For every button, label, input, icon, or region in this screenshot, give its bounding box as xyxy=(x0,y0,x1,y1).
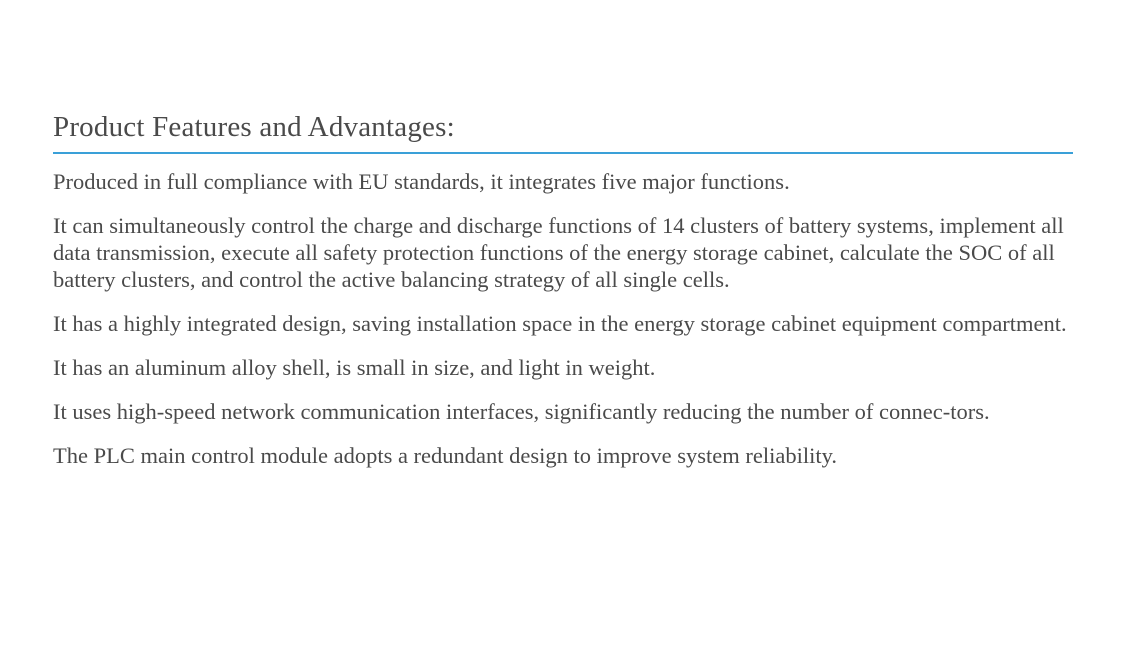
feature-paragraph-cluster-control: It can simultaneously control the charge and discharge functions of 14 clusters of battery systems, implement all data transmission, execute all safety protection functions of the energy storage cabinet, calculate the SOC of all battery clusters, and control the active balancing strategy of all single cells. xyxy=(53,213,1064,292)
section-heading: Product Features and Advantages: xyxy=(53,111,455,143)
heading-divider xyxy=(53,152,1073,154)
feature-paragraph-eu-compliance: Produced in full compliance with EU standards, it integrates five major functions. xyxy=(53,169,790,194)
feature-paragraph-integrated-design: It has a highly integrated design, saving installation space in the energy storage cabinet equipment compartment. xyxy=(53,311,1067,336)
features-section xyxy=(53,108,1073,486)
feature-paragraph-aluminum-shell: It has an aluminum alloy shell, is small in size, and light in weight. xyxy=(53,355,656,380)
feature-paragraph-network-interfaces: It uses high-speed network communication interfaces, significantly reducing the number of connec-tors. xyxy=(53,399,990,424)
feature-paragraph-redundant-plc: The PLC main control module adopts a redundant design to improve system reliability. xyxy=(53,443,838,468)
